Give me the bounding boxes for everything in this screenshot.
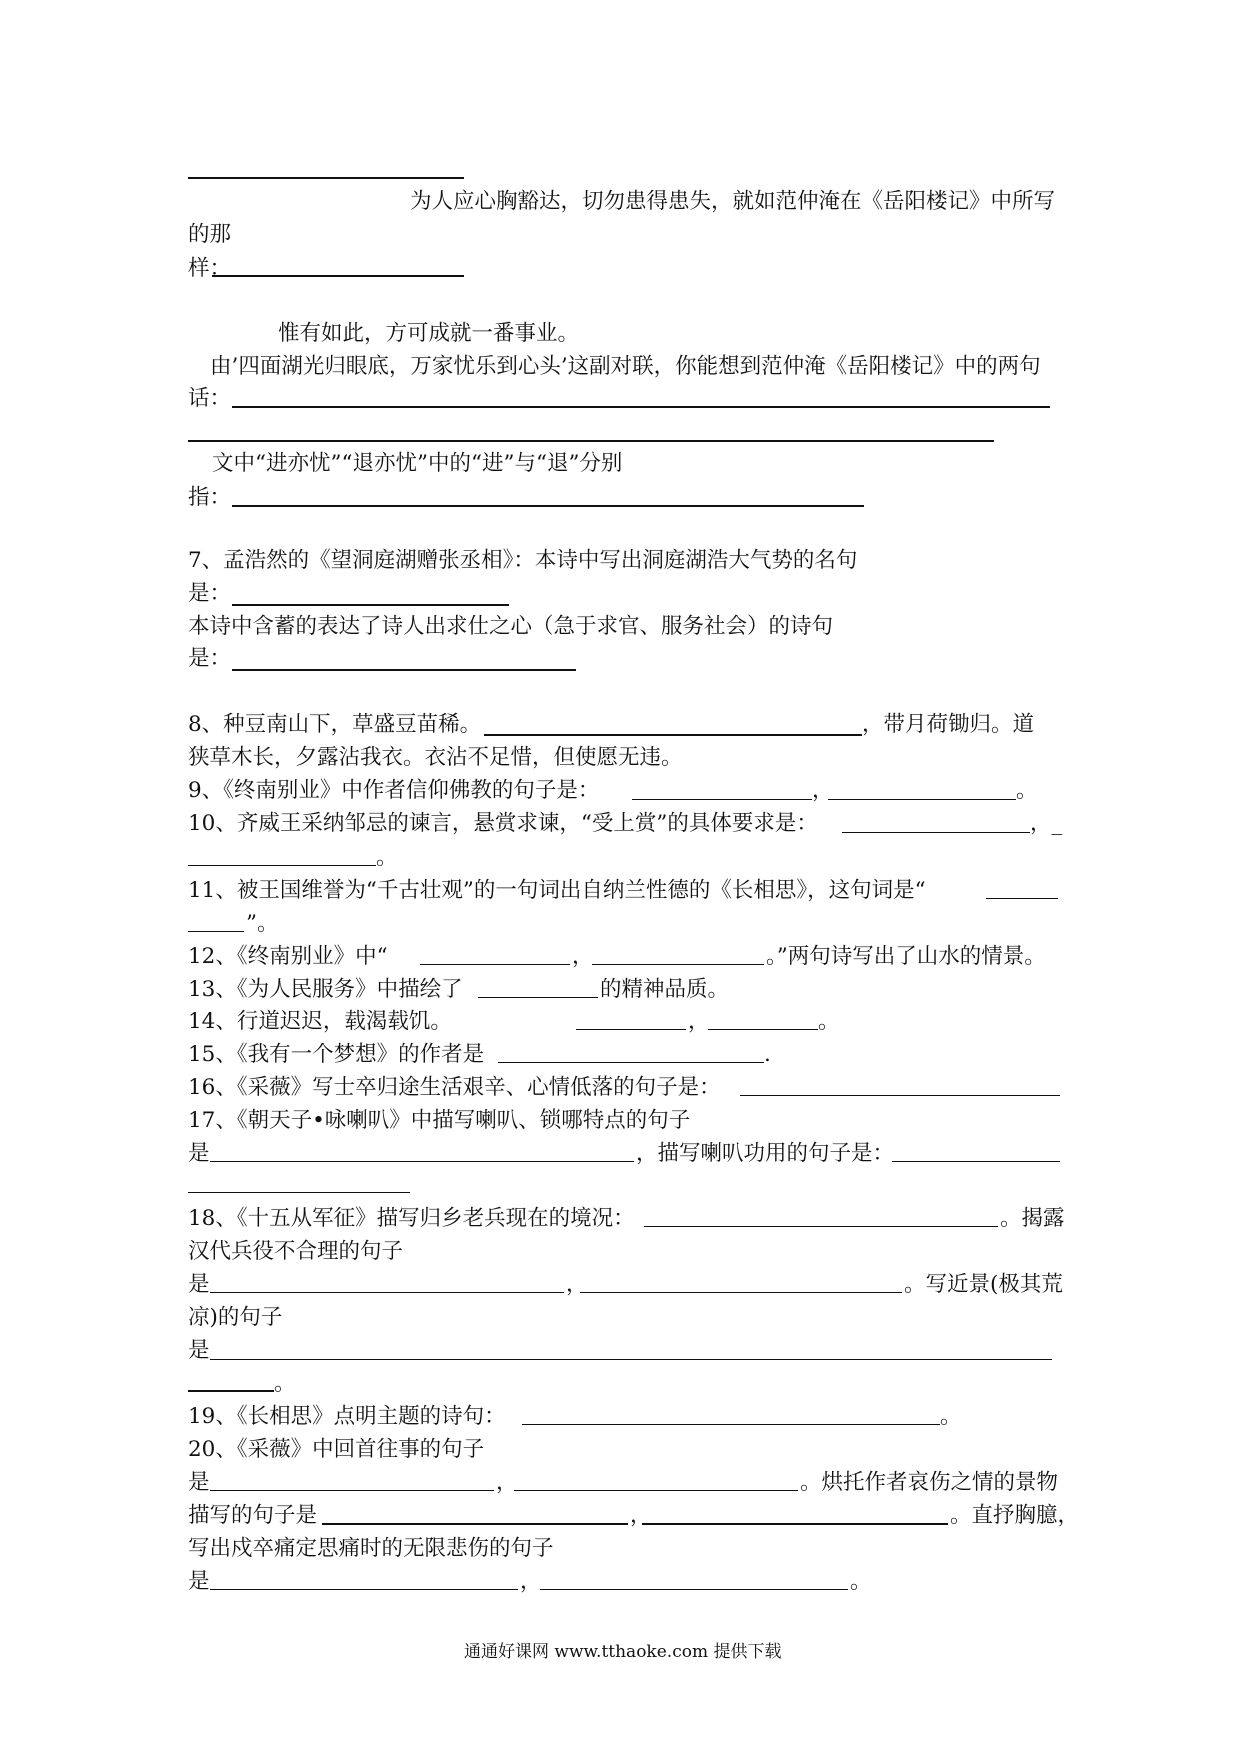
text-line: 的精神品质。: [600, 977, 730, 1002]
text-line: ，带月荷锄归。道: [862, 712, 1035, 737]
question-18: 18、《十五从军征》描写归乡老兵现在的境况：: [188, 1206, 635, 1231]
question-17: 17、《朝天子•咏喇叭》中描写喇叭、锁哪特点的句子: [188, 1108, 691, 1133]
answer-blank: [420, 964, 570, 965]
text-line: 。烘托作者哀伤之情的景物: [800, 1470, 1059, 1495]
text-line: 是: [188, 1272, 210, 1297]
answer-blank: [232, 604, 509, 606]
answer-blank: [592, 964, 764, 965]
question-9: 9、《终南别业》中作者信仰佛教的句子是：: [188, 778, 600, 803]
text-line: 。写近景(极其荒: [904, 1272, 1063, 1297]
text-line: 的那: [188, 222, 232, 247]
text-line: ，描写喇叭功用的句子是：: [636, 1141, 895, 1166]
text-line: 是: [188, 1569, 210, 1594]
answer-blank: [842, 832, 1030, 833]
text-line: ，: [496, 1470, 518, 1495]
text-line: 是: [188, 1470, 210, 1495]
text-line: 写出戍卒痛定思痛时的无限悲伤的句子: [188, 1536, 554, 1561]
text-line: 汉代兵役不合理的句子: [188, 1239, 404, 1264]
question-15: 15、《我有一个梦想》的作者是: [188, 1042, 485, 1067]
question-14: 14、行道迟迟，载渴载饥。: [188, 1009, 452, 1034]
text-line: 样：: [188, 256, 232, 281]
question-10: 10、齐威王采纳邹忌的谏言，悬赏求谏，“受上赏”的具体要求是：: [188, 811, 818, 836]
question-19: 19、《长相思》点明主题的诗句：: [188, 1404, 506, 1429]
answer-blank: [188, 1192, 410, 1193]
answer-blank: [708, 1029, 818, 1030]
text-line: 话：: [188, 386, 232, 411]
answer-blank: [188, 931, 244, 932]
answer-blank: [210, 1589, 518, 1590]
text-line: ，: [812, 778, 834, 803]
answer-blank: [232, 505, 864, 507]
answer-blank: [580, 1292, 902, 1293]
text-line: .: [764, 1042, 771, 1067]
text-line: 指：: [188, 485, 232, 510]
answer-blank: [514, 1490, 798, 1491]
text-line: 。: [376, 845, 398, 870]
answer-blank: [188, 865, 376, 866]
answer-blank: [540, 1589, 848, 1590]
text-line: 为人应心胸豁达，切勿患得患失，就如范仲淹在《岳阳楼记》中所写: [410, 189, 1056, 214]
text-line: 。: [274, 1371, 296, 1396]
answer-blank: [522, 1424, 940, 1425]
text-line: 。: [818, 1009, 840, 1034]
answer-blank: [484, 734, 862, 736]
question-13: 13、《为人民服务》中描绘了: [188, 977, 463, 1002]
answer-blank: [210, 1161, 634, 1162]
answer-blank: [498, 1062, 764, 1063]
answer-blank: [632, 799, 812, 800]
text-line: ，: [520, 1569, 542, 1594]
answer-blank: [232, 406, 1050, 408]
text-line: 由’四面湖光归眼底，万家忧乐到心头’这副对联，你能想到范仲淹《岳阳楼记》中的两句: [210, 354, 1041, 379]
text-line: ”。: [246, 911, 279, 936]
answer-blank: [576, 1029, 686, 1030]
answer-blank: [188, 1390, 274, 1392]
answer-blank: [188, 440, 994, 442]
page-footer: 通通好课网 www.tthaoke.com 提供下载: [464, 1642, 782, 1662]
answer-blank: [644, 1226, 998, 1227]
text-line: 。: [940, 1404, 962, 1429]
text-line: 。: [850, 1569, 872, 1594]
text-line: ，: [630, 1503, 652, 1528]
answer-blank: [210, 1490, 494, 1491]
text-line: 。”两句诗写出了山水的情景。: [766, 944, 1046, 969]
text-line: 是: [188, 1141, 210, 1166]
text-line: 狭草木长，夕露沾我衣。衣沾不足惜，但使愿无违。: [188, 745, 683, 770]
text-line: 是：: [188, 646, 232, 671]
question-7: 7、孟浩然的《望洞庭湖赠张丞相》：本诗中写出洞庭湖浩大气势的名句: [188, 548, 858, 573]
question-16: 16、《采薇》写士卒归途生活艰辛、心情低落的句子是：: [188, 1075, 721, 1100]
answer-blank: [892, 1161, 1060, 1162]
answer-blank: [986, 898, 1058, 899]
question-12: 12、《终南别业》中“: [188, 944, 388, 969]
text-line: ，: [688, 1009, 710, 1034]
text-line: 。: [1016, 778, 1038, 803]
answer-blank: [322, 1523, 628, 1525]
answer-blank: [232, 669, 576, 671]
question-20: 20、《采薇》中回首往事的句子: [188, 1437, 485, 1462]
question-8: 8、种豆南山下，草盛豆苗稀。: [188, 712, 482, 737]
text-line: 是: [188, 1338, 210, 1363]
text-line: 惟有如此，方可成就一番事业。: [278, 321, 580, 346]
answer-blank: [478, 997, 598, 998]
question-11: 11、被王国维誉为“千古壮观”的一句词出自纳兰性德的《长相思》，这句词是“: [188, 878, 926, 903]
text-line: 。直抒胸臆，: [950, 1503, 1080, 1528]
answer-blank: [188, 177, 464, 179]
answer-blank: [642, 1523, 948, 1525]
text-line: ，_: [1030, 811, 1063, 836]
text-line: 是：: [188, 581, 232, 606]
text-line: 文中“进亦忧”“退亦忧”中的“进”与“退”分别: [212, 451, 623, 476]
answer-blank: [740, 1095, 1060, 1096]
answer-blank: [212, 275, 464, 277]
text-line: ，: [566, 1272, 588, 1297]
answer-blank: [210, 1292, 564, 1293]
text-line: 本诗中含蓄的表达了诗人出求仕之心（急于求官、服务社会）的诗句: [188, 614, 834, 639]
text-line: 描写的句子是: [188, 1503, 318, 1528]
text-line: ，: [572, 944, 594, 969]
text-line: 凉)的句子: [188, 1305, 283, 1330]
answer-blank: [210, 1359, 1052, 1360]
answer-blank: [828, 799, 1016, 800]
text-line: 。揭露: [1000, 1206, 1065, 1231]
